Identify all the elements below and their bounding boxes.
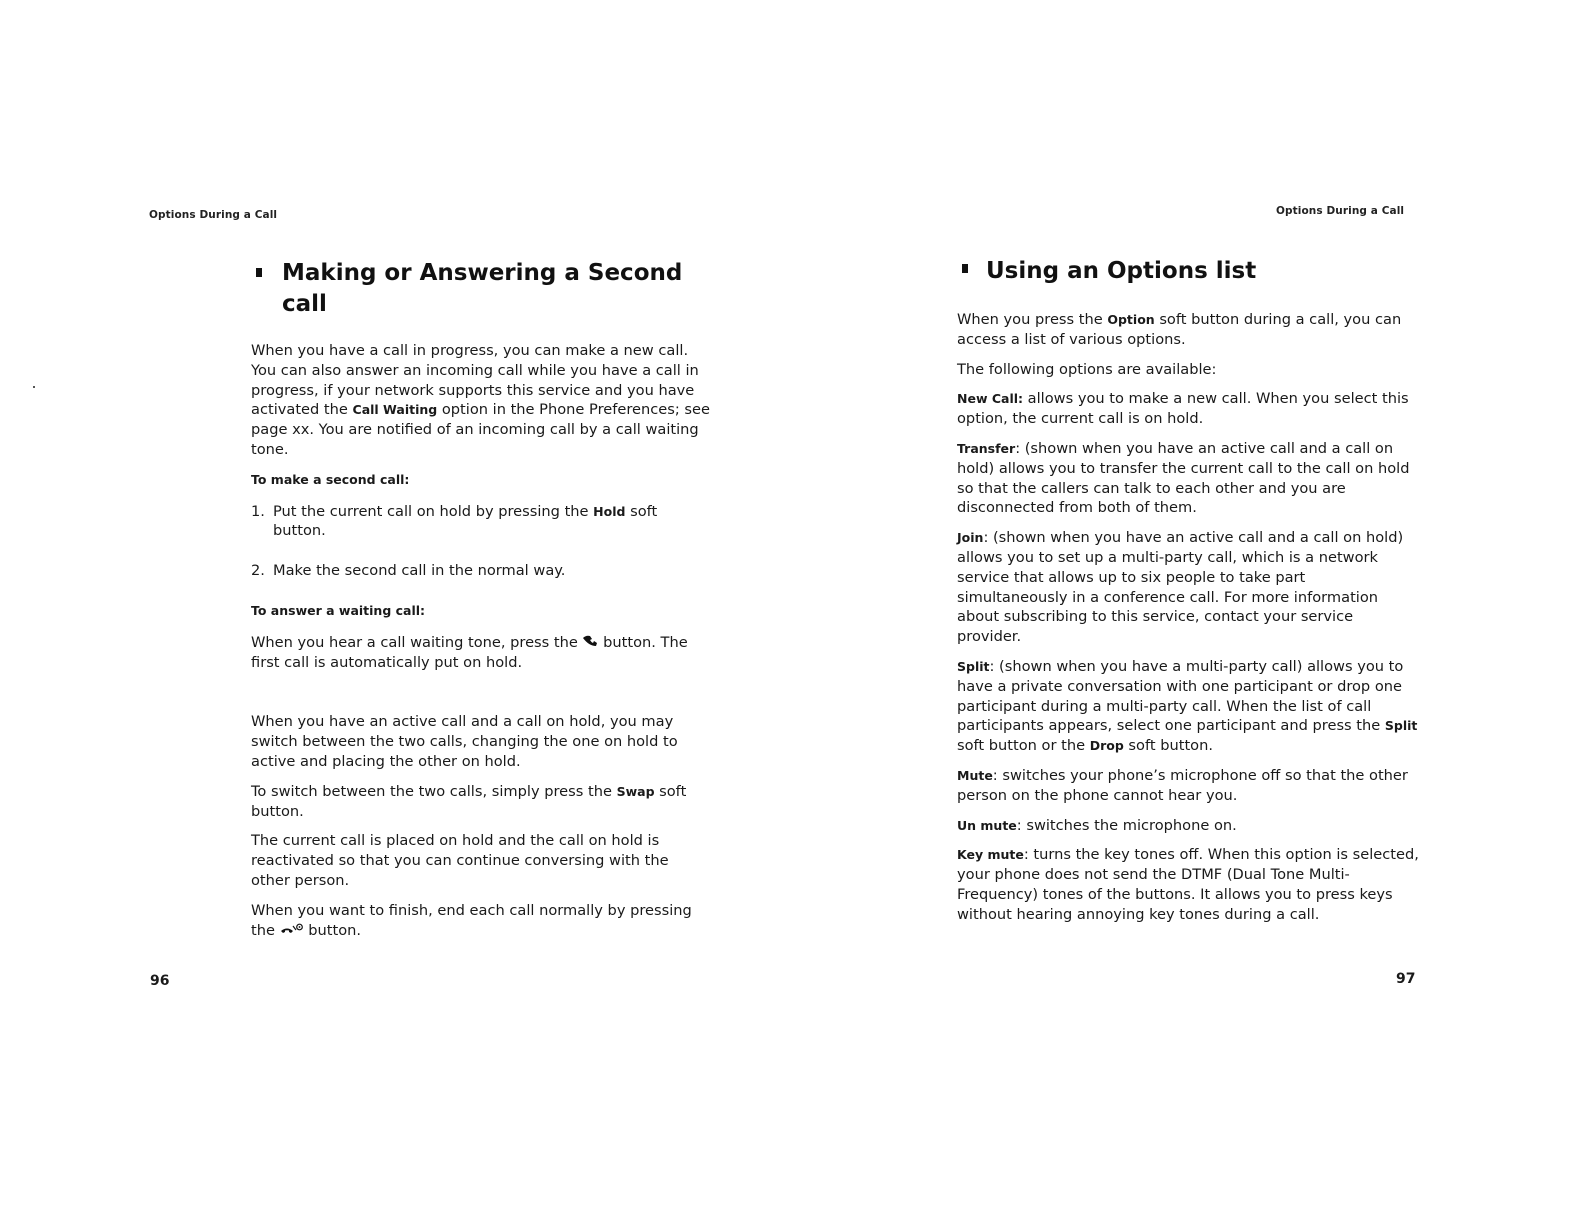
answer-waiting-call-label: To answer a waiting call: [251,602,426,618]
right-body [957,310,1419,935]
option-term: New Call: [957,391,1024,407]
options-intro-paragraph [957,310,1419,350]
reactivate-paragraph: The current call is placed on hold and the call on hold is reactivated so that you can continue conversing with the other person. [251,832,669,890]
heading-bullet-right [962,264,968,273]
option-term: Join [957,530,984,546]
send-call-icon [582,633,598,653]
options-intro-after: soft button during a call, you can access a list of various options. [957,311,1402,348]
option-desc: : (shown when you have an active call and a call on hold) allows you to transfer the current call to the call on hold so that the callers can talk to each other and you are disconnected from both of them. [957,439,1410,517]
right-page [792,0,1584,1224]
option-key-mute [957,845,1419,924]
intro-text-after: option in the Phone Preferences; see page xx. You are notified of an incoming call by a call waiting tone. [251,401,710,458]
option-desc: soft button. [1123,737,1213,755]
page-number-right: 97 [1396,971,1416,987]
option-term: Un mute [957,817,1017,833]
make-second-call-label: To make a second call: [251,471,410,487]
make-second-call-steps [251,502,711,581]
option-desc: soft button or the [957,737,1090,755]
running-header-left: Options During a Call [149,209,278,221]
left-body [251,341,711,951]
swap-text-after: soft button. [251,782,687,820]
options-intro-before: When you press the [957,311,1108,328]
swap-paragraph [251,782,711,822]
option-new-call [957,389,1419,429]
option-term: Split [957,658,990,674]
finish-text-after: button. [303,921,362,939]
swap-term: Swap [616,783,655,799]
option-term: Key mute [957,847,1024,863]
available-paragraph: The following options are available: [957,360,1217,378]
answer-waiting-paragraph [251,633,711,673]
step-item [251,502,711,542]
option-term: Option [1107,312,1155,327]
heading-second-call: Making or Answering a Second call [282,260,683,317]
option-transfer [957,439,1419,518]
step-text: soft button. [273,502,658,540]
finish-text-before: When you want to finish, end each call normally by pressing the [251,901,692,939]
option-desc: : (shown when you have an active call and a call on hold) allows you to set up a multi-party call, which is a network service that allows up to six people to take part simultaneously in a conference call. For more information about subscribing to this service, contact your service provider. [957,529,1404,646]
option-un-mute [957,816,1419,836]
intro-text-before: When you have a call in progress, you can make a new call. You can also answer an incoming call while you have a call in progress, if your network supports this service and you have activated the [251,342,699,419]
option-desc: : (shown when you have a multi-party call) allows you to have a private conversation with one participant or drop one participant during a multi-party call. When the list of call participants appears, select one participant and press the [957,657,1404,735]
heading-options-list: Using an Options list [986,258,1257,284]
option-desc: allows you to make a new call. When you select this option, the current call is on hold. [957,390,1409,428]
step-item [251,561,711,581]
heading-bullet-left [256,268,262,277]
option-term: Transfer [957,440,1016,456]
step-text: Make the second call in the normal way. [273,562,566,580]
option-desc: : turns the key tones off. When this option is selected, your phone does not send the DTMF (Dual Tone Multi-Frequency) tones of the buttons. It allows you to press keys without hearing annoying key tones during a call. [957,846,1419,923]
scan-speck [33,386,35,388]
option-desc: : switches the microphone on. [1016,816,1237,834]
running-header-right: Options During a Call [1276,205,1405,217]
step-number: 2. [251,562,265,580]
page-number-left: 96 [150,973,170,989]
finish-paragraph [251,901,711,941]
option-mute [957,766,1419,806]
option-term: Mute [957,767,993,783]
swap-text-before: To switch between the two calls, simply press the [251,782,617,800]
step-text: Put the current call on hold by pressing the [273,502,594,520]
answer-text-after: button. The first call is automatically put on hold. [251,633,688,671]
step-number: 1. [251,502,265,520]
call-waiting-term: Call Waiting [352,402,438,418]
option-split [957,657,1419,756]
switch-paragraph: When you have an active call and a call on hold, you may switch between the two calls, changing the one on hold to active and placing the other on hold. [251,713,678,771]
answer-text-before: When you hear a call waiting tone, press the [251,633,583,651]
option-join [957,528,1419,647]
split-term: Split [1384,718,1418,734]
hold-term: Hold [593,503,626,519]
end-call-icon [280,921,304,941]
intro-paragraph [251,341,711,460]
option-desc: : switches your phone’s microphone off so that the other person on the phone cannot hear you. [957,766,1408,804]
drop-term: Drop [1089,738,1124,754]
